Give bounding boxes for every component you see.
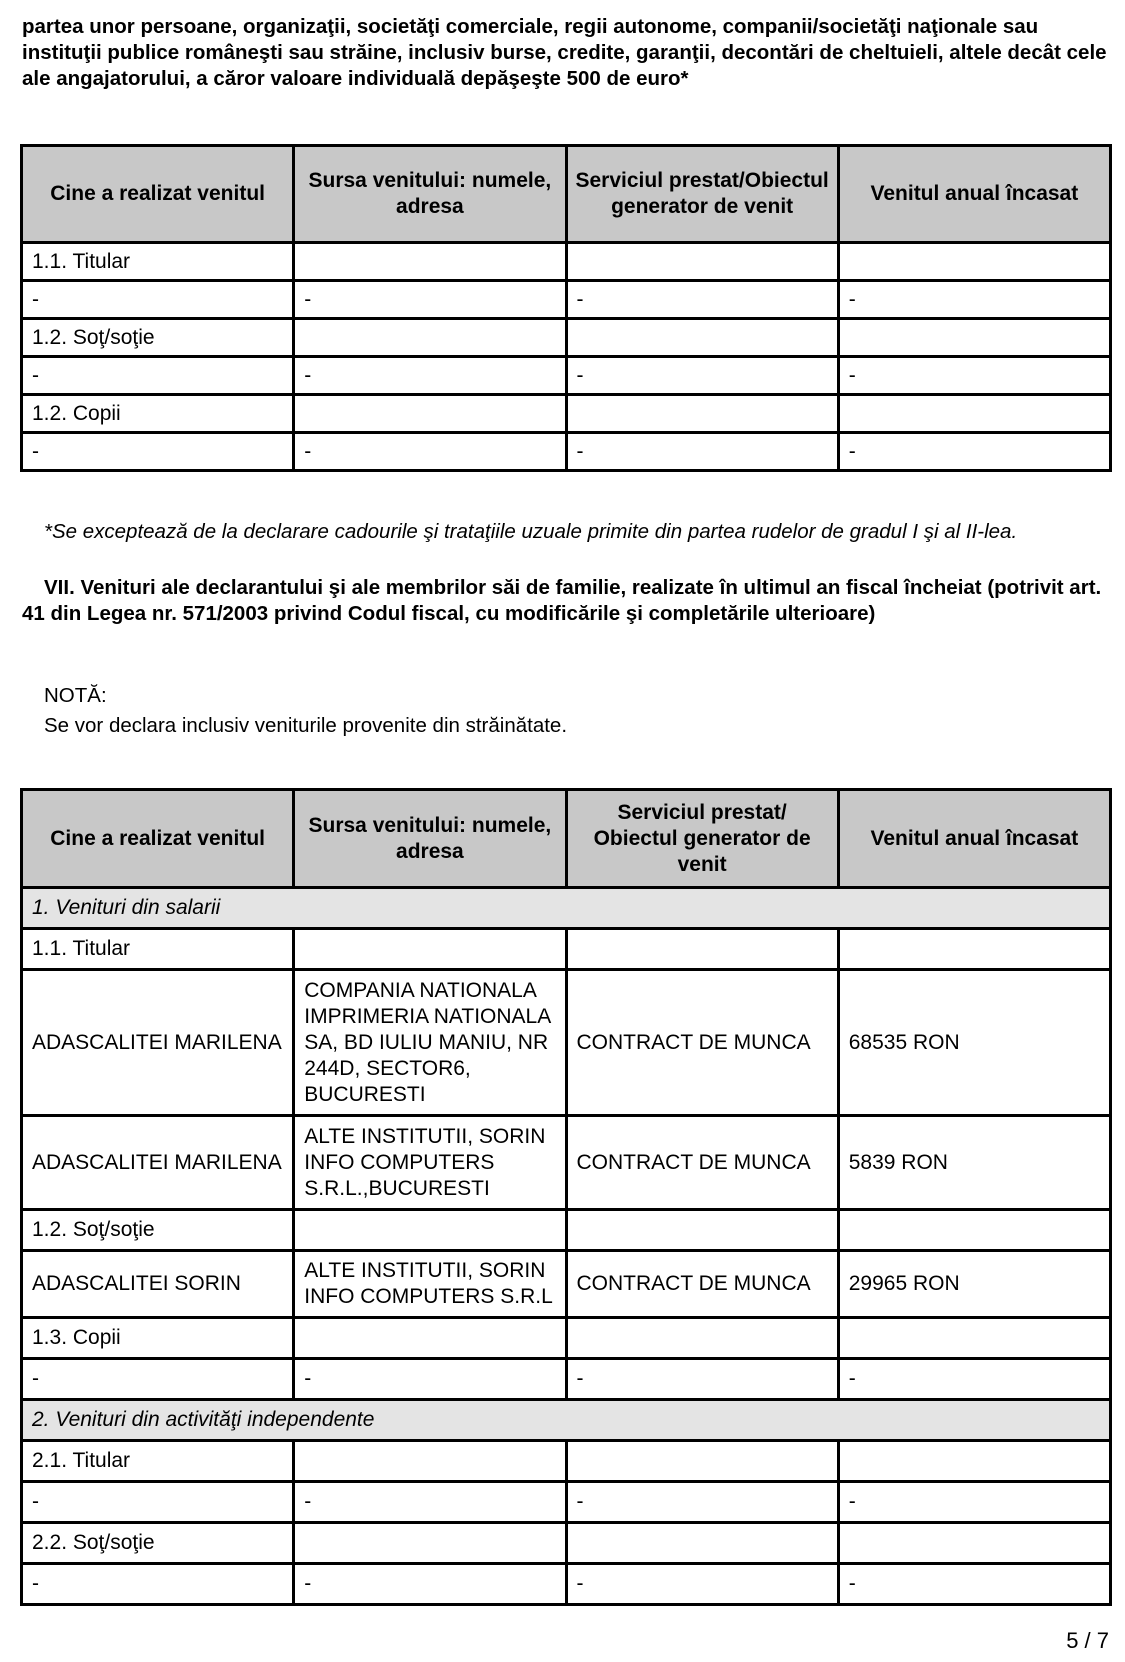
table-cell: ADASCALITEI MARILENA — [22, 1116, 294, 1210]
note-label: NOTĂ: — [44, 684, 107, 707]
table-cell — [294, 319, 566, 357]
column-header: Serviciul prestat/Obiectul generator de venit — [566, 146, 838, 243]
table-cell: - — [294, 1482, 566, 1523]
table-cell: CONTRACT DE MUNCA — [566, 1116, 838, 1210]
table-cell: - — [22, 1359, 294, 1400]
gifts-table — [20, 144, 1112, 472]
table-row — [22, 1441, 1111, 1482]
table-row — [22, 1210, 1111, 1251]
table-cell — [566, 1318, 838, 1359]
table-row — [22, 1251, 1111, 1318]
table-row — [22, 281, 1111, 319]
table-cell — [294, 243, 566, 281]
table-cell: 1.3. Copii — [22, 1318, 294, 1359]
table-cell: ADASCALITEI SORIN — [22, 1251, 294, 1318]
table-cell — [566, 395, 838, 433]
table-cell: - — [22, 357, 294, 395]
table-cell — [294, 1210, 566, 1251]
table-header-row — [22, 790, 1111, 888]
table-cell: - — [838, 281, 1110, 319]
table-cell: 2.1. Titular — [22, 1441, 294, 1482]
table-row — [22, 1116, 1111, 1210]
table-cell: 68535 RON — [838, 970, 1110, 1116]
table-cell: 2.2. Soţ/soţie — [22, 1523, 294, 1564]
table-row — [22, 929, 1111, 970]
table-cell: - — [22, 1564, 294, 1605]
table-cell — [566, 1210, 838, 1251]
table-cell — [838, 1523, 1110, 1564]
table-cell: - — [838, 1482, 1110, 1523]
table-cell — [294, 1318, 566, 1359]
income-table — [20, 788, 1112, 1606]
table-cell: - — [566, 1564, 838, 1605]
table-cell: - — [294, 357, 566, 395]
table-cell: 1.2. Soţ/soţie — [22, 319, 294, 357]
table-header-row — [22, 146, 1111, 243]
table-cell: - — [22, 281, 294, 319]
table-cell — [838, 319, 1110, 357]
column-header: Cine a realizat venitul — [22, 146, 294, 243]
table-cell: - — [566, 1359, 838, 1400]
table-cell: 1.2. Soţ/soţie — [22, 1210, 294, 1251]
table-cell: 5839 RON — [838, 1116, 1110, 1210]
table-row — [22, 319, 1111, 357]
column-header: Serviciul prestat/ Obiectul generator de venit — [566, 790, 838, 888]
table-cell: ADASCALITEI MARILENA — [22, 970, 294, 1116]
table-row — [22, 357, 1111, 395]
table-cell — [838, 1441, 1110, 1482]
table-cell — [566, 1441, 838, 1482]
table-cell: - — [22, 1482, 294, 1523]
table-cell — [566, 319, 838, 357]
table-cell — [294, 1523, 566, 1564]
table-cell — [566, 243, 838, 281]
table-cell: - — [566, 433, 838, 471]
table-cell: - — [838, 1564, 1110, 1605]
table-cell: - — [566, 1482, 838, 1523]
table-cell — [294, 929, 566, 970]
table-row — [22, 1318, 1111, 1359]
table-cell: - — [22, 433, 294, 471]
intro-paragraph: partea unor persoane, organizaţii, societăţi comerciale, regii autonome, companii/societăţi naţionale sau instituţii publice româneşti sau străine, inclusiv burse, credite, garanţii, decontări de cheltuieli, altele decât cele ale angajatorului, a căror valoare individuală depăşeşte 500 de euro* — [22, 15, 1107, 90]
section-row — [22, 1400, 1111, 1441]
table-cell: 1.1. Titular — [22, 243, 294, 281]
table-cell: - — [294, 1564, 566, 1605]
table-cell — [838, 395, 1110, 433]
table-cell: COMPANIA NATIONALA IMPRIMERIA NATIONALA SA, BD IULIU MANIU, NR 244D, SECTOR6, BUCURESTI — [294, 970, 566, 1116]
table-cell — [294, 1441, 566, 1482]
column-header: Sursa venitului: numele, adresa — [294, 790, 566, 888]
table-row — [22, 433, 1111, 471]
note-text: Se vor declara inclusiv veniturile provenite din străinătate. — [44, 714, 568, 737]
table-cell: CONTRACT DE MUNCA — [566, 1251, 838, 1318]
table-cell: - — [838, 357, 1110, 395]
section-label: 2. Venituri din activităţi independente — [22, 1400, 1111, 1441]
table-cell — [838, 243, 1110, 281]
table-row — [22, 243, 1111, 281]
table-cell: - — [294, 1359, 566, 1400]
table-cell: - — [294, 281, 566, 319]
section-label: 1. Venituri din salarii — [22, 888, 1111, 929]
table-cell: - — [294, 433, 566, 471]
table-cell: - — [566, 281, 838, 319]
table-cell — [566, 1523, 838, 1564]
table-cell — [838, 1210, 1110, 1251]
table-cell — [566, 929, 838, 970]
table-cell: ALTE INSTITUTII, SORIN INFO COMPUTERS S.R.L.,BUCURESTI — [294, 1116, 566, 1210]
table-row — [22, 1482, 1111, 1523]
table-cell — [838, 1318, 1110, 1359]
table-row — [22, 1523, 1111, 1564]
table-cell: CONTRACT DE MUNCA — [566, 970, 838, 1116]
table-row — [22, 395, 1111, 433]
table-cell: 1.2. Copii — [22, 395, 294, 433]
section-row — [22, 888, 1111, 929]
table-row — [22, 1359, 1111, 1400]
column-header: Venitul anual încasat — [838, 790, 1110, 888]
footnote: *Se exceptează de la declarare cadourile şi trataţiile uzuale primite din partea rudelor de gradul I şi al II-lea. — [44, 520, 1018, 543]
table-cell — [838, 929, 1110, 970]
table-cell: - — [838, 1359, 1110, 1400]
column-header: Cine a realizat venitul — [22, 790, 294, 888]
table-row — [22, 970, 1111, 1116]
page-number: 5 / 7 — [1066, 1628, 1109, 1653]
table-cell: ALTE INSTITUTII, SORIN INFO COMPUTERS S.R.L — [294, 1251, 566, 1318]
table-cell — [294, 395, 566, 433]
column-header: Sursa venitului: numele, adresa — [294, 146, 566, 243]
column-header: Venitul anual încasat — [838, 146, 1110, 243]
table-cell: - — [566, 357, 838, 395]
table-cell: - — [838, 433, 1110, 471]
table-cell: 29965 RON — [838, 1251, 1110, 1318]
table-row — [22, 1564, 1111, 1605]
table-cell: 1.1. Titular — [22, 929, 294, 970]
section-title: VII. Venituri ale declarantului şi ale membrilor săi de familie, realizate în ultimul an fiscal încheiat (potrivit art. 41 din Legea nr. 571/2003 privind Codul fiscal, cu modificările şi completările ulterioare) — [22, 576, 1102, 625]
